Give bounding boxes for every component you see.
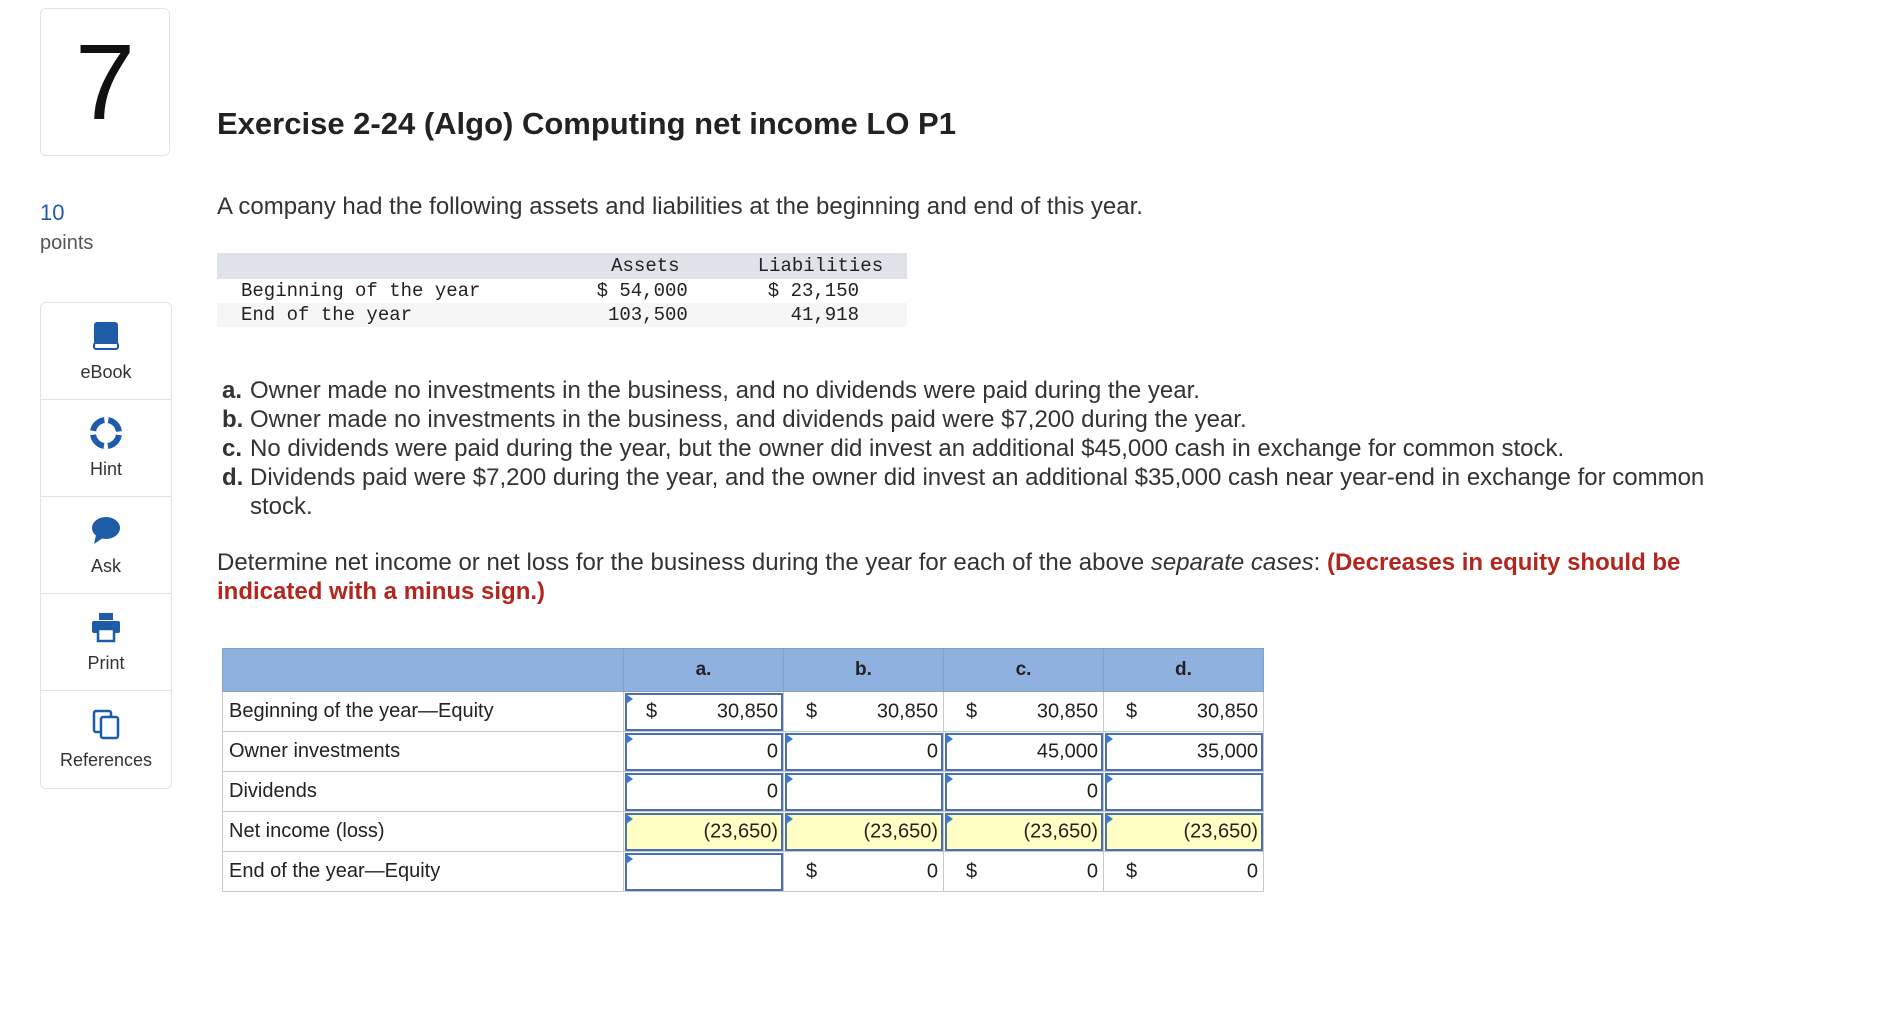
- answer-cell: [944, 852, 1104, 892]
- printer-icon: [90, 611, 122, 643]
- case-letter: a.: [222, 377, 243, 404]
- ask-button[interactable]: [41, 497, 171, 594]
- table-row: [217, 303, 907, 327]
- answer-input[interactable]: [784, 772, 944, 812]
- case-item: [222, 463, 1742, 521]
- instruction-emphasis: separate cases: [1150, 549, 1314, 576]
- dollar-sign: $: [1126, 700, 1138, 722]
- instruction-warning: (Decreases in equity should be indicated with a minus sign.): [217, 549, 1681, 605]
- answer-header-blank: [223, 649, 624, 692]
- dollar-sign: $: [1126, 860, 1138, 882]
- column-header-c: c.: [944, 649, 1104, 692]
- print-label: Print: [87, 652, 125, 673]
- answer-header-row: [223, 649, 1264, 692]
- cell-value: (23,650): [1023, 820, 1098, 842]
- answer-cell: [784, 692, 944, 732]
- dollar-sign: $: [806, 700, 818, 722]
- cell-value: 0: [926, 860, 938, 882]
- row-label: End of the year: [217, 303, 557, 327]
- answer-cell: [1104, 692, 1264, 732]
- assets-value: $ 54,000: [596, 280, 688, 302]
- row-label: Beginning of the year—Equity: [223, 692, 624, 732]
- dollar-sign: $: [966, 860, 978, 882]
- dollar-sign: $: [966, 700, 978, 722]
- points-value: 10: [40, 200, 65, 225]
- answer-table: [222, 648, 1264, 892]
- case-text: No dividends were paid during the year, but the owner did invest an additional $45,000 cash in exchange for common stock.: [250, 435, 1565, 462]
- case-item: [222, 405, 1742, 434]
- points-label: points: [40, 232, 94, 254]
- liabilities-value: $ 23,150: [767, 280, 859, 302]
- column-header-d: d.: [1104, 649, 1264, 692]
- speech-bubble-icon: [90, 514, 122, 546]
- case-text: Owner made no investments in the business, and dividends paid were $7,200 during the year.: [250, 406, 1247, 433]
- cell-value: 35,000: [1196, 740, 1258, 762]
- table-row: [217, 279, 907, 303]
- book-icon: [90, 320, 122, 352]
- cell-value: 0: [766, 780, 778, 802]
- answer-input[interactable]: [1104, 812, 1264, 852]
- column-header-b: b.: [784, 649, 944, 692]
- answer-input[interactable]: [624, 812, 784, 852]
- answer-cell: [944, 692, 1104, 732]
- answer-input[interactable]: [944, 812, 1104, 852]
- ebook-label: eBook: [80, 361, 132, 382]
- copy-pages-icon: [90, 708, 122, 740]
- case-text: Dividends paid were $7,200 during the year, and the owner did invest an additional $35,000 cash near year-end in exchange for common stock.: [250, 464, 1705, 520]
- cell-value: (23,650): [1183, 820, 1258, 842]
- exercise-intro: A company had the following assets and liabilities at the beginning and end of this year.: [217, 193, 1143, 220]
- row-label: Dividends: [223, 772, 624, 812]
- cell-value: 0: [1086, 780, 1098, 802]
- cell-value: 30,850: [876, 700, 938, 722]
- cell-value: 0: [766, 740, 778, 762]
- ask-label: Ask: [90, 555, 121, 576]
- table-row: [223, 772, 1264, 812]
- case-item: [222, 434, 1742, 463]
- header-assets: Assets: [557, 253, 728, 279]
- cell-value: 30,850: [1196, 700, 1258, 722]
- row-label: End of the year—Equity: [223, 852, 624, 892]
- header-blank: [217, 253, 557, 279]
- assets-value: 103,500: [557, 303, 728, 327]
- header-liabilities: Liabilities: [728, 253, 907, 279]
- case-item: [222, 376, 1742, 405]
- ebook-button[interactable]: [41, 303, 171, 400]
- references-button[interactable]: [41, 691, 171, 788]
- instruction: [217, 548, 1757, 606]
- question-number: 7: [40, 8, 170, 156]
- answer-input[interactable]: [944, 772, 1104, 812]
- cell-value: 0: [1246, 860, 1258, 882]
- table-row: [223, 852, 1264, 892]
- row-label: Owner investments: [223, 732, 624, 772]
- table-row: [223, 812, 1264, 852]
- answer-cell: [784, 852, 944, 892]
- cell-value: (23,650): [863, 820, 938, 842]
- hint-label: Hint: [89, 458, 122, 479]
- points-block: [40, 200, 93, 255]
- row-label: Net income (loss): [223, 812, 624, 852]
- dollar-sign: $: [646, 700, 658, 722]
- hint-button[interactable]: [41, 400, 171, 497]
- table-row: [223, 732, 1264, 772]
- instruction-text: Determine net income or net loss for the business during the year for each of the above: [217, 549, 1151, 576]
- answer-input[interactable]: [624, 852, 784, 892]
- column-header-a: a.: [624, 649, 784, 692]
- answer-input[interactable]: [784, 732, 944, 772]
- table-row: [223, 692, 1264, 732]
- row-label: Beginning of the year: [241, 280, 481, 302]
- case-letter: d.: [222, 464, 244, 491]
- answer-input[interactable]: [624, 692, 784, 732]
- case-list: [222, 376, 1742, 521]
- cell-value: 30,850: [1036, 700, 1098, 722]
- lifebuoy-icon: [90, 417, 122, 449]
- dollar-sign: $: [806, 860, 818, 882]
- answer-input[interactable]: [784, 812, 944, 852]
- case-text: Owner made no investments in the business, and no dividends were paid during the year.: [250, 377, 1200, 404]
- answer-input[interactable]: [1104, 772, 1264, 812]
- answer-input[interactable]: [624, 732, 784, 772]
- references-label: References: [59, 750, 153, 770]
- assets-liabilities-table: [217, 253, 907, 327]
- case-letter: b.: [222, 406, 244, 433]
- print-button[interactable]: [41, 594, 171, 691]
- cell-value: 0: [926, 740, 938, 762]
- answer-input[interactable]: [944, 732, 1104, 772]
- liabilities-value: 41,918: [728, 303, 907, 327]
- cell-value: 0: [1086, 860, 1098, 882]
- answer-input[interactable]: [624, 772, 784, 812]
- exercise-title: Exercise 2-24 (Algo) Computing net income LO P1: [217, 106, 956, 141]
- cell-value: (23,650): [703, 820, 778, 842]
- case-letter: c.: [222, 435, 243, 462]
- tools-panel: [40, 302, 172, 789]
- answer-input[interactable]: [1104, 732, 1264, 772]
- answer-cell: [1104, 852, 1264, 892]
- cell-value: 30,850: [716, 700, 778, 722]
- table-header-row: [217, 253, 907, 279]
- instruction-colon: :: [1313, 549, 1327, 576]
- cell-value: 45,000: [1036, 740, 1098, 762]
